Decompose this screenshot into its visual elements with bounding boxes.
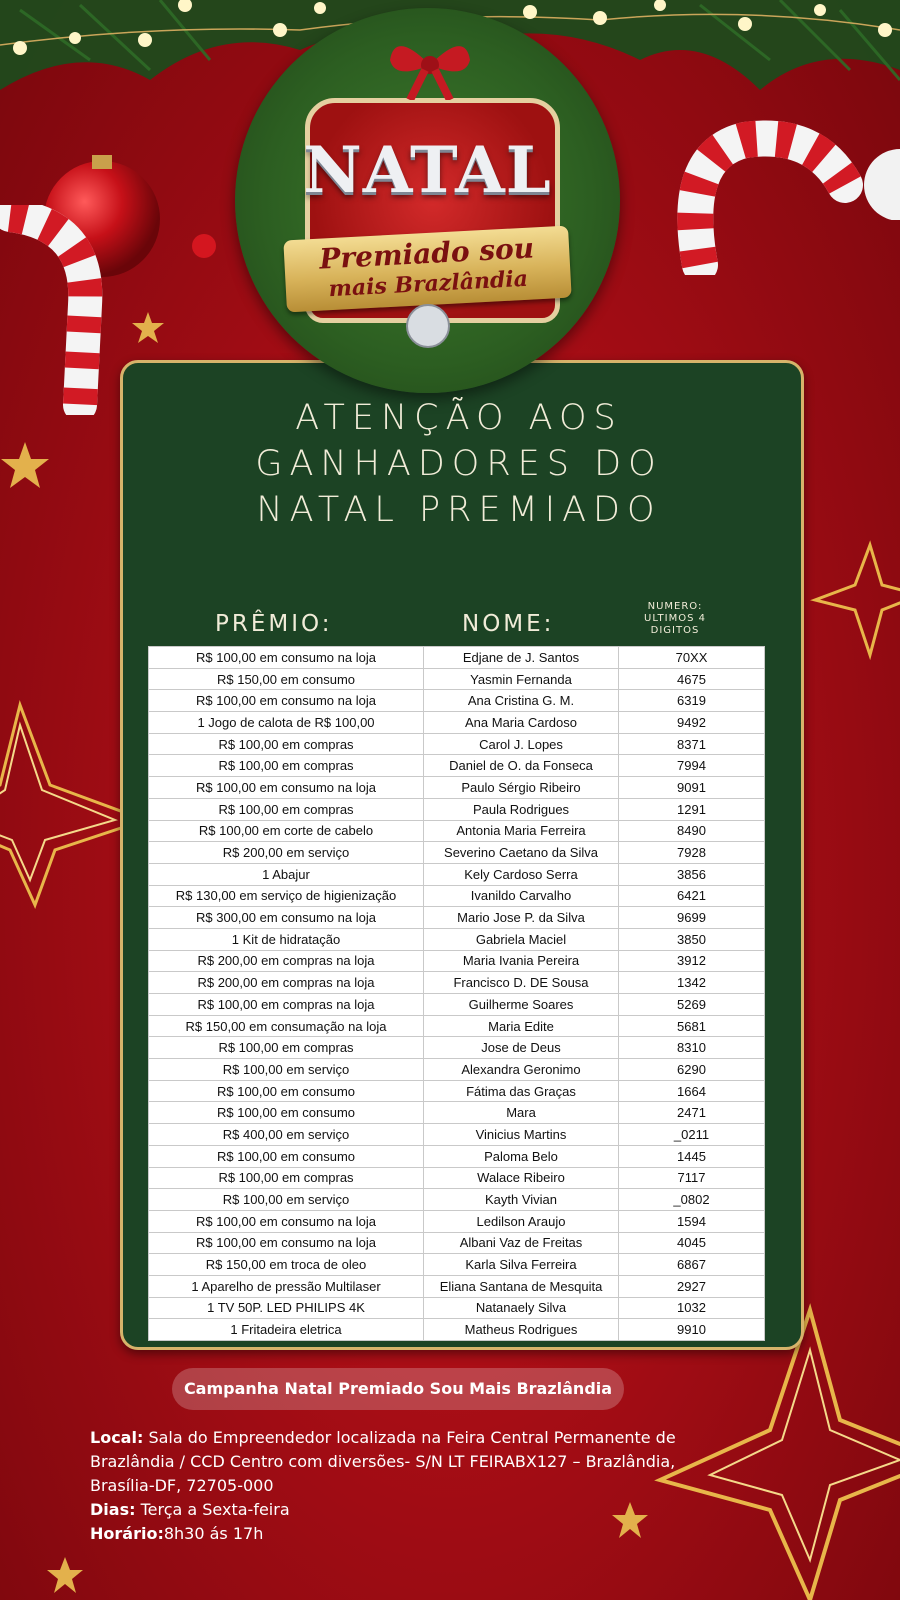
table-row [149,842,765,864]
prize-cell: R$ 100,00 em compras [149,733,424,755]
ticket-digits-cell: 70XX [619,647,765,669]
winner-name-cell: Yasmin Fernanda [424,668,619,690]
table-row [149,907,765,929]
table-row [149,1275,765,1297]
candy-cane-left-decoration [0,205,110,415]
table-row [149,1254,765,1276]
table-row [149,1059,765,1081]
ticket-digits-cell: 1032 [619,1297,765,1319]
table-row [149,1102,765,1124]
ticket-digits-cell: 1342 [619,972,765,994]
winner-name-cell: Francisco D. DE Sousa [424,972,619,994]
ticket-digits-cell: 1445 [619,1145,765,1167]
winner-name-cell: Paulo Sérgio Ribeiro [424,777,619,799]
winner-name-cell: Guilherme Soares [424,994,619,1016]
table-row [149,1297,765,1319]
ticket-digits-cell: 6867 [619,1254,765,1276]
info-horario-text: 8h30 ás 17h [163,1524,264,1543]
prize-cell: R$ 100,00 em consumo [149,1080,424,1102]
small-ornament-decoration [190,232,218,260]
table-row [149,1167,765,1189]
prize-cell: R$ 150,00 em consumação na loja [149,1015,424,1037]
prize-cell: R$ 100,00 em consumo na loja [149,690,424,712]
ticket-digits-cell: 2927 [619,1275,765,1297]
table-row [149,863,765,885]
info-local-text: Sala do Empreendedor localizada na Feira Central Permanente de Brazlândia / CCD Centro com diversões- S/N LT FEIRABX127 – Brazlândia, Brasília-DF, 72705-000 [90,1428,676,1495]
gold-wire-star-right-decoration [810,540,900,660]
winner-name-cell: Ledilson Araujo [424,1210,619,1232]
prize-cell: R$ 150,00 em troca de oleo [149,1254,424,1276]
column-header-numero-line3: DIGITOS [650,625,700,636]
info-horario [90,1522,710,1546]
ticket-digits-cell: 5681 [619,1015,765,1037]
winner-name-cell: Eliana Santana de Mesquita [424,1275,619,1297]
event-info [90,1426,710,1546]
white-ornament-decoration [860,140,900,220]
winner-name-cell: Vinicius Martins [424,1124,619,1146]
ticket-digits-cell: 7117 [619,1167,765,1189]
column-header-numero-line2: ULTIMOS 4 [644,613,706,624]
winner-name-cell: Mara [424,1102,619,1124]
logo-subtitle-line1: Premiado sou [318,231,535,276]
table-row [149,1037,765,1059]
headline-line3: NATAL PREMIADO [256,490,662,530]
prize-cell: R$ 300,00 em consumo na loja [149,907,424,929]
page-headline [120,395,798,533]
table-row [149,1210,765,1232]
table-row [149,1319,765,1341]
silver-ornament-icon [403,298,453,350]
ticket-digits-cell: 7928 [619,842,765,864]
table-row [149,1145,765,1167]
ticket-digits-cell: 8310 [619,1037,765,1059]
prize-cell: 1 TV 50P. LED PHILIPS 4K [149,1297,424,1319]
prize-cell: R$ 100,00 em consumo [149,1102,424,1124]
ticket-digits-cell: 8371 [619,733,765,755]
table-row [149,885,765,907]
info-dias [90,1498,710,1522]
winner-name-cell: Edjane de J. Santos [424,647,619,669]
column-header-numero-line1: NUMERO: [647,601,703,612]
prize-cell: R$ 200,00 em compras na loja [149,950,424,972]
prize-cell: R$ 100,00 em compras [149,755,424,777]
prize-cell: R$ 100,00 em compras [149,1037,424,1059]
ticket-digits-cell: 1594 [619,1210,765,1232]
prize-cell: R$ 100,00 em consumo na loja [149,1232,424,1254]
ticket-digits-cell: 2471 [619,1102,765,1124]
prize-cell: 1 Abajur [149,863,424,885]
winner-name-cell: Ana Cristina G. M. [424,690,619,712]
table-row [149,1189,765,1211]
logo-title: NATAL [303,133,552,208]
info-dias-text: Terça a Sexta-feira [135,1500,290,1519]
ticket-digits-cell: 8490 [619,820,765,842]
prize-cell: 1 Aparelho de pressão Multilaser [149,1275,424,1297]
table-row [149,950,765,972]
ticket-digits-cell: 7994 [619,755,765,777]
prize-cell: R$ 100,00 em serviço [149,1059,424,1081]
gold-star-small-decoration [0,440,50,490]
winner-name-cell: Maria Ivania Pereira [424,950,619,972]
prize-cell: R$ 400,00 em serviço [149,1124,424,1146]
prize-cell: R$ 100,00 em compras [149,798,424,820]
winner-name-cell: Gabriela Maciel [424,928,619,950]
prize-cell: R$ 200,00 em serviço [149,842,424,864]
winner-name-cell: Kely Cardoso Serra [424,863,619,885]
winner-name-cell: Antonia Maria Ferreira [424,820,619,842]
ticket-digits-cell: 1291 [619,798,765,820]
table-row [149,820,765,842]
prize-cell: R$ 200,00 em compras na loja [149,972,424,994]
table-row [149,1232,765,1254]
table-row [149,733,765,755]
red-bow-icon [385,30,475,100]
ticket-digits-cell: 9091 [619,777,765,799]
column-header-nome: NOME: [462,611,555,637]
logo-subtitle-line2: mais Brazlândia [327,265,529,303]
winner-name-cell: Severino Caetano da Silva [424,842,619,864]
winner-name-cell: Albani Vaz de Freitas [424,1232,619,1254]
winner-name-cell: Alexandra Geronimo [424,1059,619,1081]
info-horario-label: Horário: [90,1524,164,1543]
winners-table-body [149,647,765,1341]
prize-cell: 1 Kit de hidratação [149,928,424,950]
winner-name-cell: Maria Edite [424,1015,619,1037]
ticket-digits-cell: 3856 [619,863,765,885]
prize-cell: R$ 100,00 em consumo na loja [149,777,424,799]
table-row [149,972,765,994]
ticket-digits-cell: 3912 [619,950,765,972]
winner-name-cell: Carol J. Lopes [424,733,619,755]
column-header-premio: PRÊMIO: [215,611,333,637]
ticket-digits-cell: _0802 [619,1189,765,1211]
ticket-digits-cell: 3850 [619,928,765,950]
winner-name-cell: Matheus Rodrigues [424,1319,619,1341]
natal-premiado-logo [235,8,620,393]
winner-name-cell: Paula Rodrigues [424,798,619,820]
ticket-digits-cell: 5269 [619,994,765,1016]
table-row [149,755,765,777]
prize-cell: R$ 100,00 em consumo [149,1145,424,1167]
ticket-digits-cell: 9699 [619,907,765,929]
winner-name-cell: Mario Jose P. da Silva [424,907,619,929]
column-header-numero [630,601,720,637]
ticket-digits-cell: _0211 [619,1124,765,1146]
winner-name-cell: Paloma Belo [424,1145,619,1167]
prize-cell: 1 Fritadeira eletrica [149,1319,424,1341]
winner-name-cell: Fátima das Graças [424,1080,619,1102]
gold-star-small-decoration [45,1555,85,1595]
winner-name-cell: Ivanildo Carvalho [424,885,619,907]
table-row [149,994,765,1016]
table-row [149,798,765,820]
ticket-digits-cell: 6319 [619,690,765,712]
ticket-digits-cell: 1664 [619,1080,765,1102]
winner-name-cell: Karla Silva Ferreira [424,1254,619,1276]
table-row [149,1015,765,1037]
prize-cell: R$ 130,00 em serviço de higienização [149,885,424,907]
winner-name-cell: Daniel de O. da Fonseca [424,755,619,777]
winner-name-cell: Kayth Vivian [424,1189,619,1211]
ticket-digits-cell: 9910 [619,1319,765,1341]
winner-name-cell: Natanaely Silva [424,1297,619,1319]
table-row [149,777,765,799]
winner-name-cell: Ana Maria Cardoso [424,712,619,734]
table-row [149,1080,765,1102]
ticket-digits-cell: 9492 [619,712,765,734]
info-local-label: Local: [90,1428,144,1447]
ticket-digits-cell: 4045 [619,1232,765,1254]
table-row [149,668,765,690]
table-row [149,1124,765,1146]
ticket-digits-cell: 6421 [619,885,765,907]
table-row [149,647,765,669]
prize-cell: 1 Jogo de calota de R$ 100,00 [149,712,424,734]
prize-cell: R$ 100,00 em serviço [149,1189,424,1211]
info-local [90,1426,710,1498]
table-row [149,928,765,950]
winners-table [148,646,764,1341]
table-row [149,712,765,734]
prize-cell: R$ 100,00 em consumo na loja [149,1210,424,1232]
prize-cell: R$ 100,00 em compras na loja [149,994,424,1016]
prize-cell: R$ 100,00 em compras [149,1167,424,1189]
table-row [149,690,765,712]
headline-line1: ATENÇÃO AOS [295,398,623,438]
gold-star-small-decoration [130,310,166,346]
ticket-digits-cell: 4675 [619,668,765,690]
prize-cell: R$ 150,00 em consumo [149,668,424,690]
headline-line2: GANHADORES DO [255,444,663,484]
info-dias-label: Dias: [90,1500,136,1519]
prize-cell: R$ 100,00 em corte de cabelo [149,820,424,842]
campaign-pill: Campanha Natal Premiado Sou Mais Brazlândia [172,1368,624,1410]
ticket-digits-cell: 6290 [619,1059,765,1081]
prize-cell: R$ 100,00 em consumo na loja [149,647,424,669]
winner-name-cell: Walace Ribeiro [424,1167,619,1189]
winner-name-cell: Jose de Deus [424,1037,619,1059]
